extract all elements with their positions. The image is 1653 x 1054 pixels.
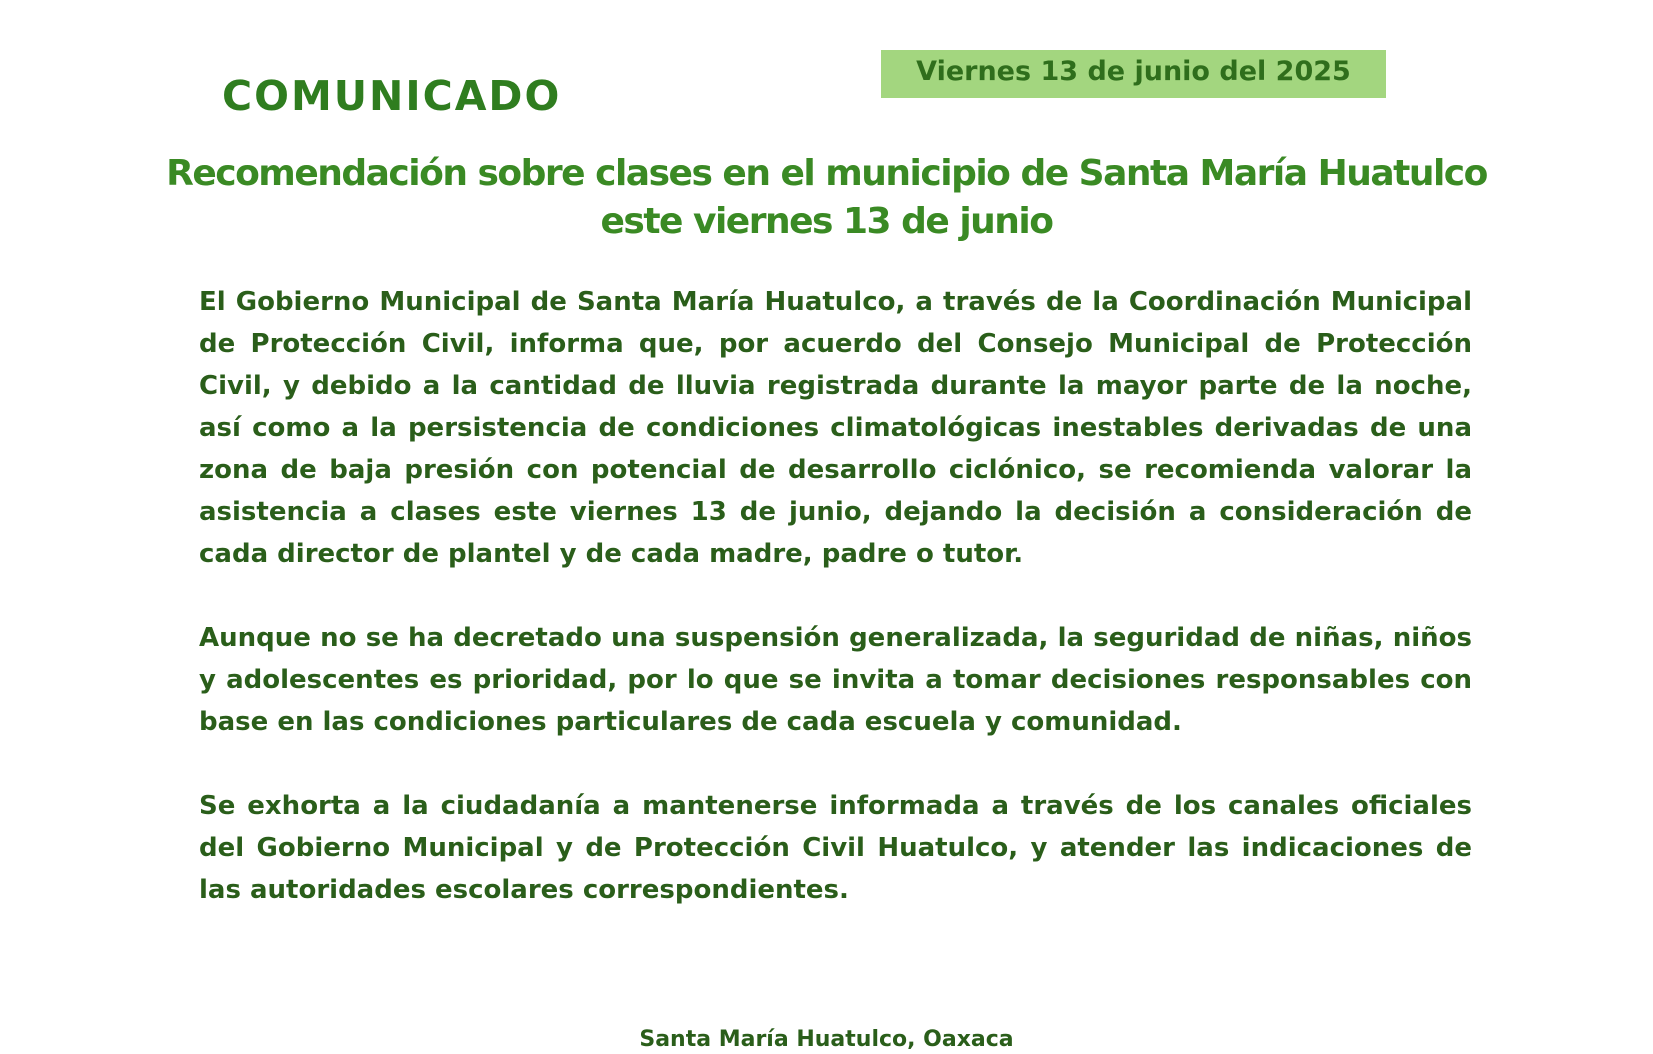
title-line-2: este viernes 13 de junio bbox=[600, 201, 1053, 242]
body-paragraph-3: Se exhorta a la ciudadanía a mantenerse informada a través de los canales oficiales del Gobierno Municipal y de Protección Civil Huatulco, y atender las indicaciones de las autoridades escolares correspondientes. bbox=[199, 791, 1472, 905]
date-badge: Viernes 13 de junio del 2025 bbox=[881, 50, 1386, 98]
document-title bbox=[150, 150, 1503, 246]
body-paragraph-2: Aunque no se ha decretado una suspensión generalizada, la seguridad de niñas, niños y adolescentes es prioridad, por lo que se invita a tomar decisiones responsables con base en las condiciones particulares de cada escuela y comunidad. bbox=[199, 623, 1472, 737]
document-body bbox=[199, 281, 1472, 953]
footer-place: Santa María Huatulco, Oaxaca bbox=[639, 1027, 1014, 1052]
document-kicker: COMUNICADO bbox=[222, 72, 562, 120]
body-paragraph-1: El Gobierno Municipal de Santa María Huatulco, a través de la Coordinación Municipal de Protección Civil, informa que, por acuerdo del Consejo Municipal de Protección Civil, y debido a la cantidad de lluvia registrada durante la mayor parte de la noche, así como a la persistencia de condiciones climatológicas inestables derivadas de una zona de baja presión con potencial de desarrollo ciclónico, se recomienda valorar la asistencia a clases este viernes 13 de junio, dejando la decisión a consideración de cada director de plantel y de cada madre, padre o tutor. bbox=[199, 287, 1472, 569]
title-line-1: Recomendación sobre clases en el municipio de Santa María Huatulco bbox=[166, 153, 1487, 194]
